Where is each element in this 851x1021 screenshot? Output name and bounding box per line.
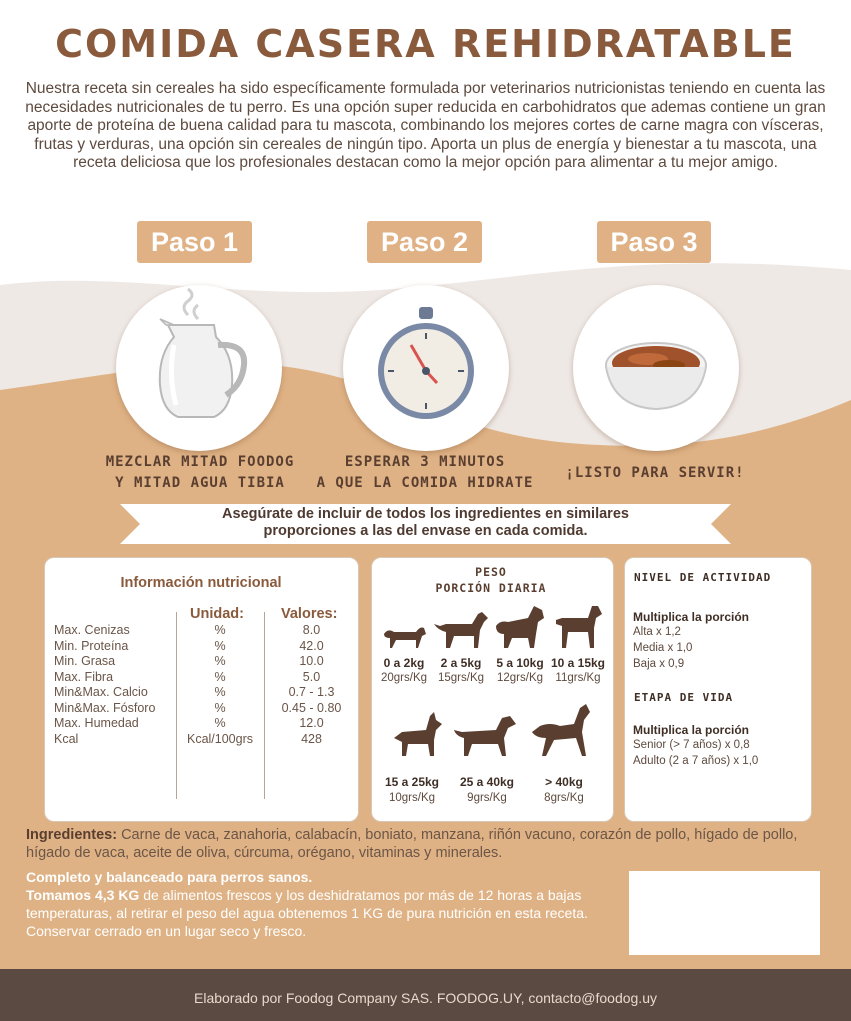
nutrition-row-name: Min&Max. Calcio [54,685,148,699]
nutrition-row-value: 42.0 [299,639,324,653]
nutrition-row-value: 0.45 - 0.80 [281,701,342,715]
nutrition-row-name: Min&Max. Fósforo [54,701,156,715]
dog-grams-label: 9grs/Kg [467,792,507,804]
nutrition-row-value: 0.7 - 1.3 [288,685,335,699]
step-3-badge: Paso 3 [597,221,711,263]
nutrition-row-unit: % [214,701,226,715]
dog-grams-label: 8grs/Kg [544,792,584,804]
banner-line1: Asegúrate de incluir de todos los ingredientes en similares [222,506,629,522]
dog-silhouette-icon [452,710,520,760]
step-1-image [116,285,282,451]
nutrition-row-unit: % [214,716,226,730]
nutrition-row-name: Max. Humedad [54,716,139,730]
dog-silhouette-icon [392,710,444,760]
dog-grams-label: 12grs/Kg [496,672,544,684]
portion-title-line1: PESO [475,565,507,579]
activity-multiply-label: Multiplica la porción [633,610,750,624]
dog-weight-label: 25 a 40kg [459,775,515,789]
step-2-caption [305,452,545,494]
complete-bold: Tomamos 4,3 KG [26,887,140,903]
food-bowl-icon [573,285,739,451]
dog-silhouette-icon [552,602,604,652]
complete-headline: Completo y balanceado para perros sanos. [26,869,313,885]
life-stage-heading: ETAPA DE VIDA [634,691,734,704]
dog-weight-label: 5 a 10kg [496,656,544,670]
dog-grams-label: 20grs/Kg [380,672,428,684]
ingredients-label: Ingredientes: [26,827,118,843]
life-stage-multiply-label: Multiplica la porción [633,723,750,737]
ingredients-list: Carne de vaca, zanahoria, calabacín, boniato, manzana, riñón vacuno, corazón de pollo, hígado de pollo, hígado de vaca, aceite de oliva, cúrcuma, orégano, vitaminas y minerales. [26,827,798,861]
dog-weight-label: 15 a 25kg [384,775,440,789]
page-title: COMIDA CASERA REHIDRATABLE [55,22,796,66]
nutrition-row-value: 428 [301,732,322,746]
step-1-badge: Paso 1 [137,221,252,263]
milk-jug-icon [116,285,282,451]
dog-weight-label: 10 a 15kg [550,656,606,670]
nutrition-title: Información nutricional [120,575,282,591]
life-stage-item: Senior (> 7 años) x 0,8 [633,739,750,751]
dog-silhouette-icon [494,604,546,652]
complete-text: de alimentos frescos y los deshidratamos por más de 12 horas a bajas temperaturas, al retirar el peso del agua obtenemos 1 KG de pura nutrición en esta receta. Conservar cerrado en un lugar seco y fresco. [26,887,588,939]
step-1-caption [90,452,310,494]
nutrition-row-unit: % [214,670,226,684]
nutrition-row-unit: % [214,623,226,637]
step-3-caption [560,463,750,484]
dog-weight-label: 0 a 2kg [383,656,425,670]
footer-text: Elaborado por Foodog Company SAS. FOODOG.UY, contacto@foodog.uy [194,990,657,1006]
banner-text [150,506,701,540]
step-1-caption-line1: MEZCLAR MITAD FOODOG [105,454,295,470]
activity-item: Media x 1,0 [633,642,693,654]
dog-weight-label: > 40kg [545,775,583,789]
nutrition-row-unit: Kcal/100grs [186,732,253,746]
nutrition-row-name: Max. Cenizas [54,623,130,637]
step-2-image [343,285,509,451]
value-column-header: Valores: [281,606,338,622]
step-2-badge: Paso 2 [367,221,482,263]
step-3-caption-line1: ¡LISTO PARA SERVIR! [565,465,745,481]
stopwatch-icon [343,285,509,451]
ingredients-text [26,826,816,862]
label-placeholder-box [629,871,820,955]
banner-line2: proporciones a las del envase en cada comida. [263,523,588,539]
nutrition-row-value: 8.0 [302,623,321,637]
dog-silhouette-icon [432,608,490,652]
step-2-caption-line1: ESPERAR 3 MINUTOS [344,454,506,470]
dog-grams-label: 15grs/Kg [437,672,485,684]
step-1-caption-line2: Y MITAD AGUA TIBIA [115,475,285,491]
nutrition-row-name: Min. Grasa [54,654,116,668]
nutrition-row-value: 10.0 [299,654,324,668]
step-3-image [573,285,739,451]
dog-weight-label: 2 a 5kg [440,656,482,670]
activity-heading: NIVEL DE ACTIVIDAD [634,571,772,584]
nutrition-row-value: 5.0 [302,670,321,684]
complete-section [26,868,606,940]
nutrition-row-name: Max. Fibra [54,670,114,684]
activity-item: Alta x 1,2 [633,626,681,638]
nutrition-row-name: Kcal [54,732,79,746]
nutrition-row-value: 12.0 [299,716,324,730]
nutrition-row-name: Min. Proteína [54,639,129,653]
unit-column-header: Unidad: [190,606,244,622]
portion-title-line2: PORCIÓN DIARIA [435,581,547,595]
activity-card [624,557,812,822]
intro-paragraph: Nuestra receta sin cereales ha sido específicamente formulada por veterinarios nutricionistas teniendo en cuenta las necesidades nutricionales de tu perro. Es una opción super reducida en carbohidratos que ademas contiene un gran aporte de proteína de buena calidad para tu mascota, combinando los mejores cortes de carne magra con vísceras, frutas y verduras, una opción sin cereales de ningún tipo. Aporta un plus de energía y bienestar a tu mascota, una receta deliciosa que los profesionales destacan como la mejor opción para alimentar a tu mejor amigo. [25,80,826,171]
dog-grams-label: 10grs/Kg [388,792,436,804]
dog-grams-label: 11grs/Kg [555,672,601,684]
activity-item: Baja x 0,9 [633,658,685,670]
nutrition-row-unit: % [214,685,226,699]
nutrition-row-unit: % [214,639,226,653]
portion-title [372,564,610,596]
dog-silhouette-icon [380,620,430,652]
nutrition-row-unit: % [214,654,226,668]
life-stage-item: Adulto (2 a 7 años) x 1,0 [633,755,759,767]
dog-silhouette-icon [530,702,596,760]
step-2-caption-line2: A QUE LA COMIDA HIDRATE [316,475,534,491]
